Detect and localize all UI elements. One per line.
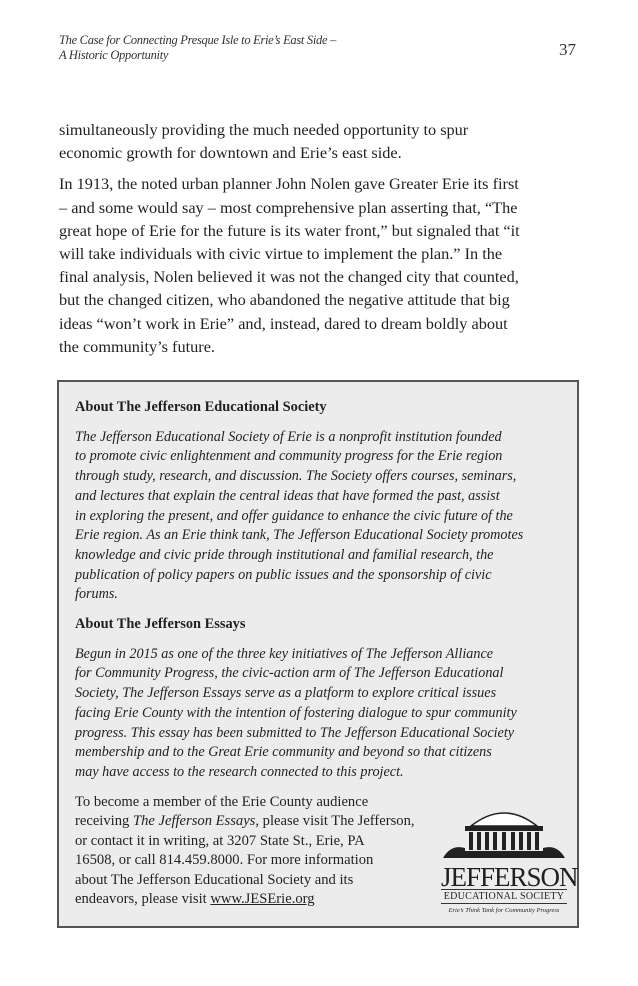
text-line: and lectures that explain the central ideas that have formed the past, assist (75, 487, 500, 504)
text-line: the community’s future. (59, 336, 215, 356)
text-line: Society, The Jefferson Essays serve as a platform to explore critical issues (75, 685, 497, 702)
text-line: knowledge and civic pride through institutional and familial research, the (75, 546, 494, 563)
text-line: for Community Progress, the civic-action arm of The Jefferson Educational (75, 665, 504, 682)
text-line: forums. (75, 586, 118, 603)
text-line: Erie region. As an Erie think tank, The Jefferson Educational Society promotes (75, 527, 524, 544)
text-line: great hope of Erie for the future is its water front,” but signaled that “it (59, 220, 520, 240)
text-line: will take individuals with civic virtue to implement the plan.” In the (59, 244, 503, 264)
text-line: ideas “won’t work in Erie” and, instead, dared to dream boldly about (59, 313, 508, 333)
text-line: membership and to the Great Erie community and beyond so that citizens (75, 744, 492, 761)
header-line: The Case for Connecting Presque Isle to Erie’s East Side – (59, 33, 337, 47)
text-line: to promote civic enlightenment and community progress for the Erie region (75, 448, 503, 465)
text-line: 16508, or call 814.459.8000. For more information (75, 852, 374, 869)
logo-name: JEFFERSON (441, 862, 578, 892)
text-line: about The Jefferson Educational Society and its (75, 871, 354, 888)
memorial-building-icon (441, 804, 567, 860)
text-line: In 1913, the noted urban planner John Nolen gave Greater Erie its first (59, 174, 519, 194)
heading-about-essays: About The Jefferson Essays (75, 616, 246, 633)
text-line: publication of policy papers on public issues and the sponsorship of civic (75, 566, 492, 583)
text-line: economic growth for downtown and Erie’s east side. (59, 143, 402, 163)
text-line: but the changed citizen, who abandoned the negative attitude that big (59, 290, 510, 310)
text: endeavors, please visit (75, 891, 211, 908)
text-line: simultaneously providing the much needed opportunity to spur (59, 120, 469, 139)
page-number: 37 (559, 40, 576, 59)
essays-description (75, 645, 523, 783)
text-line: or contact it in writing, at 3207 State St., Erie, PA (75, 832, 365, 849)
text-line: Begun in 2015 as one of the three key initiatives of The Jefferson Alliance (75, 645, 494, 662)
logo-tagline: Erie’s Think Tank for Community Progress (448, 907, 560, 914)
text-line: To become a member of the Erie County audience (75, 793, 369, 810)
paragraph (59, 172, 589, 358)
text-line: – and some would say – most comprehensive plan asserting that, “The (59, 197, 518, 217)
running-header (59, 33, 336, 63)
logo-subtitle: EDUCATIONAL SOCIETY (441, 889, 567, 904)
body-text (59, 118, 589, 366)
website-link[interactable]: www.JESErie.org (210, 891, 315, 908)
header-line: A Historic Opportunity (59, 48, 169, 62)
paragraph (59, 118, 589, 164)
jefferson-logo (441, 804, 578, 914)
text: , please visit The Jefferson, (255, 813, 415, 830)
text-line: The Jefferson Educational Society of Erie is a nonprofit institution founded (75, 428, 502, 445)
essays-title: The Jefferson Essays (132, 813, 256, 830)
text-line: through study, research, and discussion. The Society offers courses, seminars, (75, 468, 517, 485)
text-line: may have access to the research connected to this project. (75, 763, 404, 780)
heading-about-society: About The Jefferson Educational Society (75, 399, 327, 415)
text-line: final analysis, Nolen believed it was not the changed city that counted, (59, 267, 519, 287)
text-line: in exploring the present, and offer guidance to enhance the civic future of the (75, 507, 513, 524)
text-line: progress. This essay has been submitted to The Jefferson Educational Society (75, 724, 515, 741)
text: receiving (75, 813, 133, 830)
about-box (57, 380, 579, 928)
text-line: facing Erie County with the intention of fostering dialogue to spur community (75, 704, 517, 721)
society-description (75, 428, 523, 605)
